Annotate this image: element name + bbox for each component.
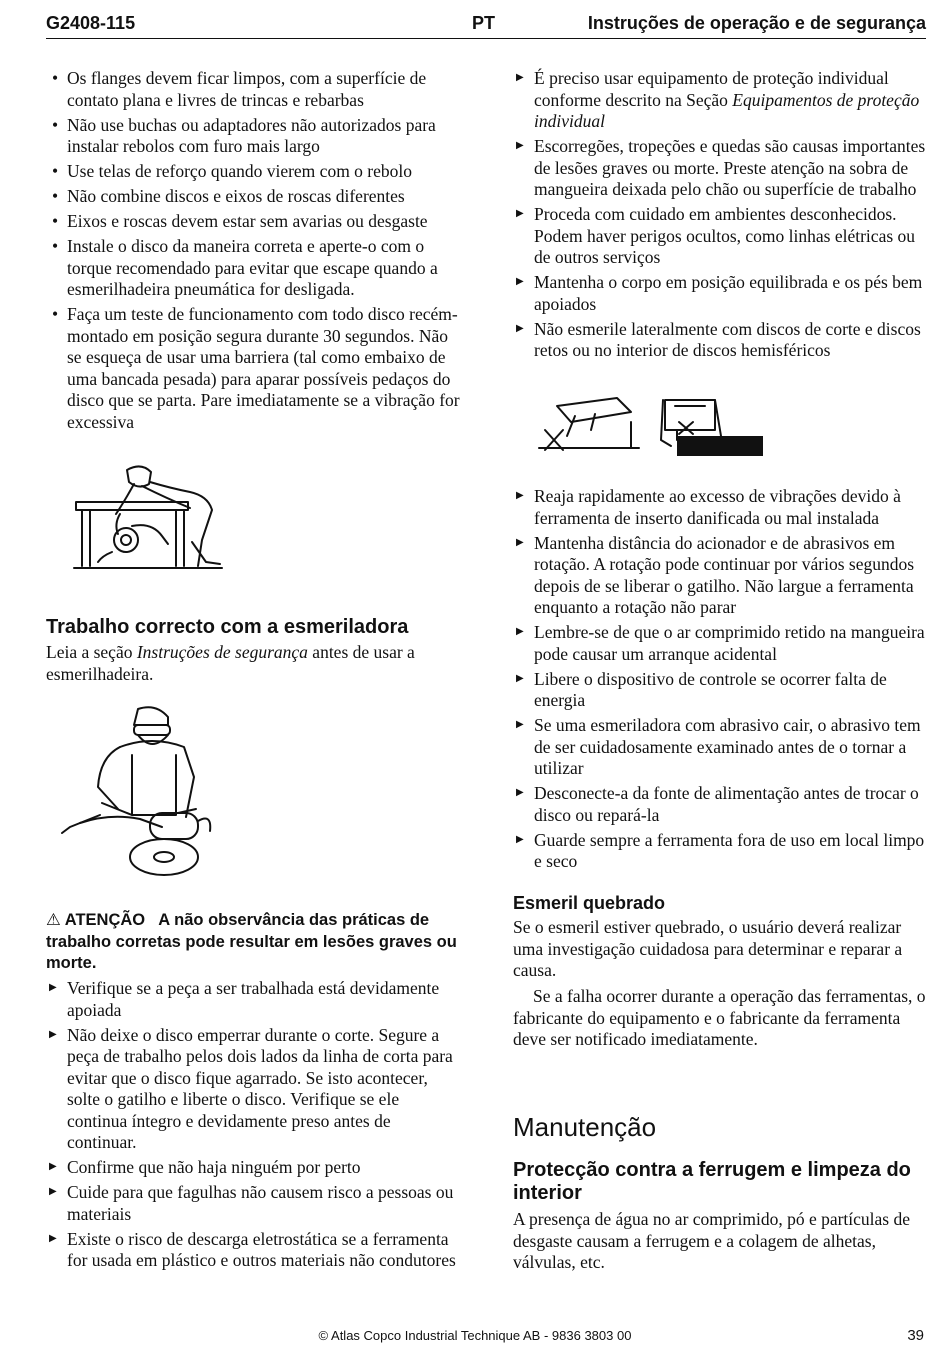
warning-text: A não observância das práticas de trabalho corretas pode resultar em lesões graves ou morte. <box>46 911 457 972</box>
list-item: • Os flanges devem ficar limpos, com a superfície de contato plana e livres de trincas e rebarbas <box>46 68 461 111</box>
list-item: ▶ Mantenha distância do acionador e de abrasivos em rotação. A rotação pode continuar por vários segundos depois de se liberar o gatilho. Não largue a ferramenta enquanto a rotação não parar <box>513 533 928 619</box>
operator-with-grinder-illustration <box>60 695 220 885</box>
list-item: • Eixos e roscas devem estar sem avarias ou desgaste <box>46 211 461 233</box>
section-title-rust-protection: Protecção contra a ferrugem e limpeza do interior <box>513 1159 911 1204</box>
list-item: • Não use buchas ou adaptadores não autorizados para instalar rebolos com furo mais largo <box>46 115 461 158</box>
hemispherical-disc-prohibited-illustration <box>655 392 765 458</box>
list-item: ▶ Verifique se a peça a ser trabalhada está devidamente apoiada <box>46 978 461 1021</box>
list-item: • Não combine discos e eixos de roscas diferentes <box>46 186 461 208</box>
safety-list-middle <box>513 486 928 876</box>
list-item: ▶ Lembre-se de que o ar comprimido retido na mangueira pode causar um arranque acidental <box>513 622 928 665</box>
list-item: ▶ Mantenha o corpo em posição equilibrada e os pés bem apoiados <box>513 272 928 315</box>
list-item: ▶ Proceda com cuidado em ambientes desconhecidos. Podem haver perigos ocultos, como linhas elétricas ou de outros serviços <box>513 204 928 269</box>
list-item: ▶ Existe o risco de descarga eletrostática se a ferramenta for usada em plástico e outros materiais não condutores <box>46 1229 461 1272</box>
list-item: ▶ Reaja rapidamente ao excesso de vibrações devido à ferramenta de inserto danificada ou mal instalada <box>513 486 928 529</box>
section-title-correct-work: Trabalho correcto com a esmeriladora <box>46 616 409 638</box>
language-code: PT <box>472 13 496 33</box>
warning-label: ATENÇÃO <box>64 911 146 929</box>
list-item: • Faça um teste de funcionamento com todo disco recém-montado em posição segura durante 30 segundos. Não se esqueça de usar uma barriera (tal como embaixo de uma bancada pesada) para aparar possíveis pedaços do disco que se parta. Pare imediatamente se a vibração for excessiva <box>46 304 461 433</box>
list-item: ▶ Não deixe o disco emperrar durante o corte. Segure a peça de trabalho pelos dois lados da linha de corta para evitar que o disco fique agarrado. Se isto acontecer, solte o gatilho e liberte o disco. Verifique se ele continua íntegro e devidamente preso antes de continuar. <box>46 1025 461 1154</box>
list-item: ▶ Libere o dispositivo de controle se ocorrer falta de energia <box>513 669 928 712</box>
workpiece-block <box>677 436 763 456</box>
rust-paragraph: A presença de água no ar comprimido, pó e partículas de desgaste causam a ferrugem e a colagem de alhetas, válvulas, etc. <box>513 1209 911 1272</box>
footer-copyright: © Atlas Copco Industrial Technique AB - 9836 3803 00 <box>318 1328 632 1343</box>
side-grinding-prohibited-illustration <box>535 392 643 454</box>
list-item: ▶ Se uma esmeriladora com abrasivo cair, o abrasivo tem de ser cuidadosamente examinado antes de o tornar a utilizar <box>513 715 928 780</box>
warning-list <box>46 978 461 1275</box>
safety-list-top <box>513 68 928 365</box>
broken-paragraph-2: Se a falha ocorrer durante a operação das ferramentas, o fabricante do equipamento e o fabricante da ferramenta deve ser notificado imediatamente. <box>513 986 926 1049</box>
section-title-maintenance: Manutenção <box>513 1112 657 1142</box>
broken-paragraph-1: Se o esmeril estiver quebrado, o usuário deverá realizar uma investigação cuidadosa para determinar e reparar a causa. <box>513 917 903 980</box>
header-title: Instruções de operação e de segurança <box>587 13 926 33</box>
section-title-broken-grinder: Esmeril quebrado <box>513 893 666 913</box>
warning-box <box>46 910 466 975</box>
list-item: ▶ Guarde sempre a ferramenta fora de uso em local limpo e seco <box>513 830 928 873</box>
flange-bullets <box>46 68 461 437</box>
bench-grinding-illustration <box>72 462 227 572</box>
list-item: ▶ Desconecte-a da fonte de alimentação antes de trocar o disco ou repará-la <box>513 783 928 826</box>
list-item: ▶ Escorregões, tropeções e quedas são causas importantes de lesões graves ou morte. Preste atenção na sobra de mangueira deixada pelo chão ou superfície de trabalho <box>513 136 928 201</box>
page-number: 39 <box>907 1327 924 1344</box>
list-item: ▶ Cuide para que fagulhas não causem risco a pessoas ou materiais <box>46 1182 461 1225</box>
list-item: ▶ Não esmerile lateralmente com discos de corte e discos retos ou no interior de discos hemisféricos <box>513 319 928 362</box>
list-item: ▶ Confirme que não haja ninguém por perto <box>46 1157 461 1179</box>
list-item: • Instale o disco da maneira correta e aperte-o com o torque recomendado para evitar que escape quando a esmerilhadeira pneumática for desligada. <box>46 236 461 301</box>
list-item: ▶ É preciso usar equipamento de proteção individual conforme descrito na Seção Equipamentos de proteção individual <box>513 68 928 133</box>
warning-icon: ⚠ <box>46 911 61 929</box>
section-intro: Leia a seção Instruções de segurança antes de usar a esmerilhadeira. <box>46 642 415 684</box>
doc-code: G2408-115 <box>46 13 136 33</box>
page-header <box>46 10 926 39</box>
list-item: • Use telas de reforço quando vierem com o rebolo <box>46 161 461 183</box>
